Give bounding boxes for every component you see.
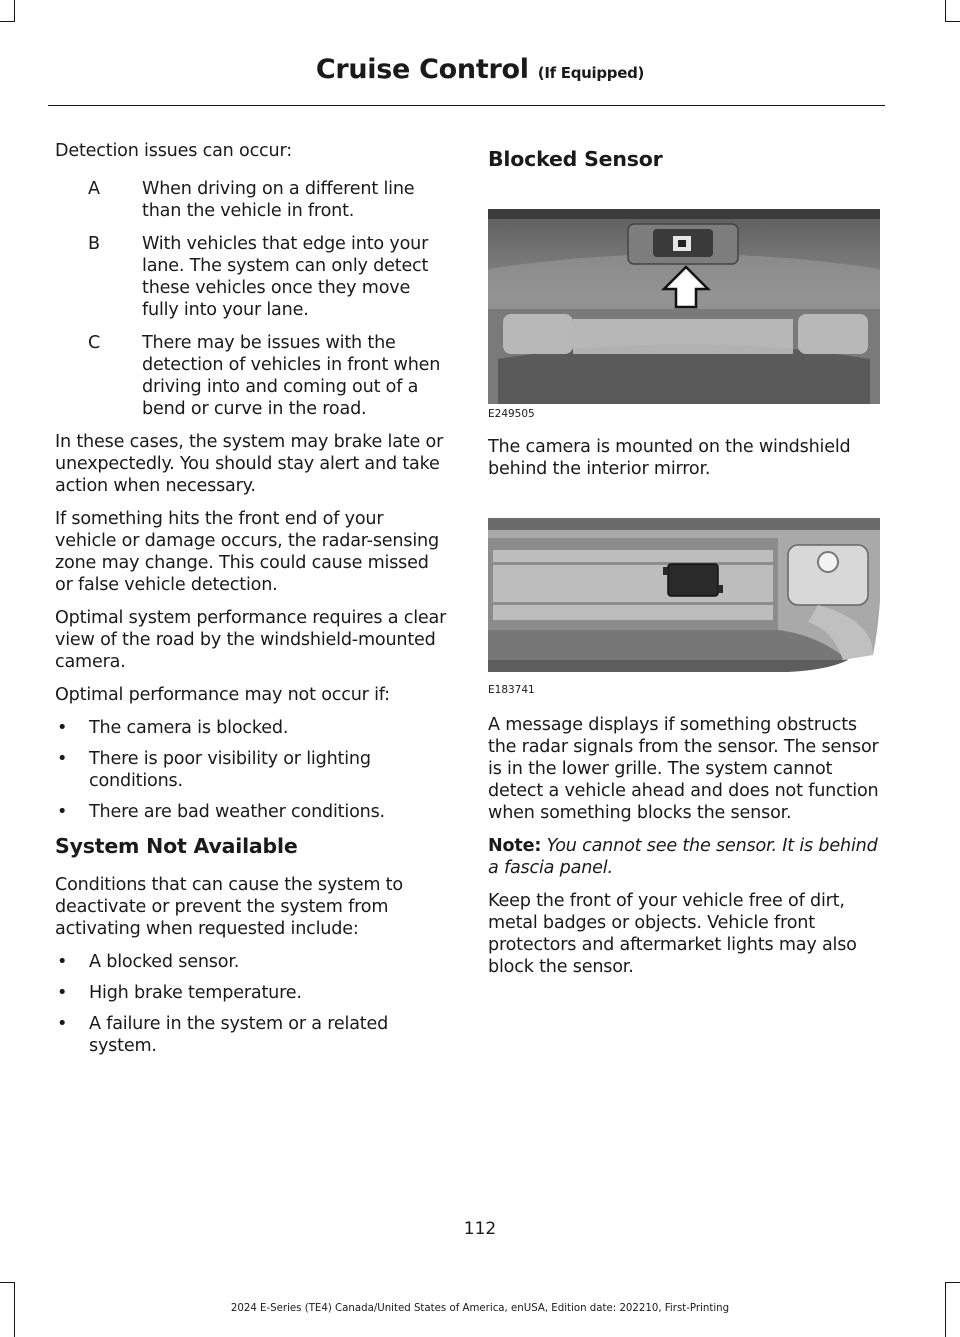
crop-mark xyxy=(14,0,15,22)
bullet-icon: • xyxy=(57,718,68,738)
list-item xyxy=(55,801,450,823)
crop-mark xyxy=(945,21,960,22)
page-header xyxy=(0,54,960,85)
crop-mark xyxy=(0,21,15,22)
right-column xyxy=(488,140,884,989)
bullet-icon: • xyxy=(57,1014,68,1034)
left-column xyxy=(55,140,450,1068)
item-text: A failure in the system or a related system. xyxy=(89,1014,389,1056)
item-text: The camera is blocked. xyxy=(89,718,289,738)
list-item xyxy=(55,1013,450,1057)
paragraph: Optimal performance may not occur if: xyxy=(55,685,390,705)
paragraph: The camera is mounted on the windshield behind the interior mirror. xyxy=(488,437,851,479)
grille-sensor-illustration xyxy=(488,510,880,680)
crop-mark xyxy=(945,1282,960,1283)
bullet-icon: • xyxy=(57,983,68,1003)
paragraph: In these cases, the system may brake late or unexpectedly. You should stay alert and take action when necessary. xyxy=(55,432,444,496)
note xyxy=(488,835,884,879)
item-text: A blocked sensor. xyxy=(89,952,240,972)
list-item xyxy=(55,332,450,420)
header-rule xyxy=(48,105,885,106)
bullet-icon: • xyxy=(57,802,68,822)
note-label: Note: xyxy=(488,836,542,856)
item-text: There is poor visibility or lighting conditions. xyxy=(89,749,371,791)
list-item xyxy=(55,982,450,1004)
crop-mark xyxy=(0,1282,15,1283)
grille-figure xyxy=(488,510,884,696)
figure-code: E249505 xyxy=(488,408,535,420)
intro-text: Detection issues can occur: xyxy=(55,141,292,161)
lettered-list xyxy=(55,178,450,420)
paragraph: If something hits the front end of your vehicle or damage occurs, the radar-sensing zone may change. This could cause missed or false vehicle detection. xyxy=(55,509,439,595)
list-item xyxy=(55,717,450,739)
note-text: You cannot see the sensor. It is behind a fascia panel. xyxy=(488,836,878,878)
list-item xyxy=(55,233,450,321)
figure-code: E183741 xyxy=(488,684,535,696)
list-item xyxy=(55,748,450,792)
section-heading: Blocked Sensor xyxy=(488,147,663,171)
windshield-camera-illustration xyxy=(488,209,880,404)
item-text: With vehicles that edge into your lane. The system can only detect these vehicles once they move fully into your lane. xyxy=(142,234,429,320)
camera-figure xyxy=(488,209,884,420)
item-text: There may be issues with the detection of vehicles in front when driving into and coming out of a bend or curve in the road. xyxy=(142,333,441,419)
item-text: When driving on a different line than the vehicle in front. xyxy=(142,179,415,221)
item-letter: B xyxy=(88,234,100,254)
header-title: Cruise Control xyxy=(315,54,529,85)
paragraph: Keep the front of your vehicle free of dirt, metal badges or objects. Vehicle front protectors and aftermarket lights may also block the sensor. xyxy=(488,891,857,977)
section-heading: System Not Available xyxy=(55,834,298,858)
bullet-list xyxy=(55,717,450,823)
bullet-icon: • xyxy=(57,952,68,972)
page-footer: 2024 E-Series (TE4) Canada/United States of America, enUSA, Edition date: 202210, First-Printing xyxy=(230,1303,730,1314)
item-text: High brake temperature. xyxy=(89,983,302,1003)
item-text: There are bad weather conditions. xyxy=(89,802,385,822)
item-letter: A xyxy=(88,179,100,199)
bullet-list xyxy=(55,951,450,1057)
page-number: 112 xyxy=(463,1219,497,1239)
header-subtitle: (If Equipped) xyxy=(537,64,645,82)
paragraph: Conditions that can cause the system to deactivate or prevent the system from activating when requested include: xyxy=(55,875,403,939)
bullet-icon: • xyxy=(57,749,68,769)
list-item xyxy=(55,178,450,222)
item-letter: C xyxy=(88,333,101,353)
crop-mark xyxy=(945,0,946,22)
list-item xyxy=(55,951,450,973)
paragraph: Optimal system performance requires a clear view of the road by the windshield-mounted camera. xyxy=(55,608,447,672)
paragraph: A message displays if something obstructs the radar signals from the sensor. The sensor is in the lower grille. The system cannot detect a vehicle ahead and does not function when something blocks the sensor. xyxy=(488,715,879,823)
